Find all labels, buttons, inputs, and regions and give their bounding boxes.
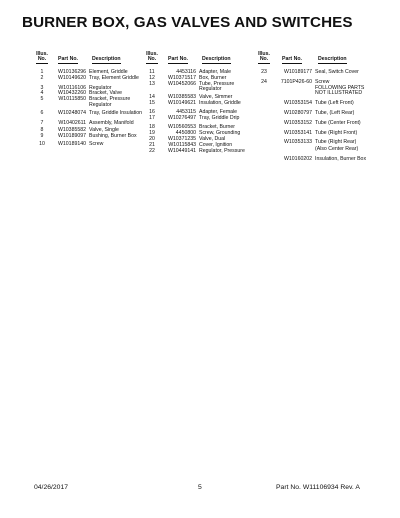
part-description: Cover, Ignition <box>199 141 233 148</box>
part-description: Insulation, Griddle <box>199 99 241 106</box>
part-row <box>256 131 376 137</box>
part-row <box>144 101 254 107</box>
footer-part-number: Part No. W11106934 Rev. A <box>276 484 360 491</box>
part-number: W10402611 <box>58 119 86 126</box>
header-illus-label: Illus. <box>36 50 48 57</box>
part-row <box>256 147 376 153</box>
part-number: W10353141 <box>284 129 312 136</box>
part-number: W10371235 <box>168 135 196 142</box>
part-number: W10136296 <box>58 69 86 75</box>
part-number: W10371517 <box>168 74 196 81</box>
part-number: W10385582 <box>58 127 86 134</box>
footer-page-number: 5 <box>198 484 202 491</box>
parts-list <box>256 70 376 163</box>
part-illus-no: 20 <box>149 135 155 142</box>
header-description: Description <box>92 56 121 63</box>
part-row <box>256 86 376 98</box>
parts-column-2 <box>144 50 254 154</box>
part-description: Tube, (Left Rear) <box>315 109 355 116</box>
page-title: BURNER BOX, GAS VALVES AND SWITCHES <box>22 14 353 31</box>
column-header <box>144 50 254 64</box>
part-description: Screw <box>89 140 104 147</box>
part-number: W10280797 <box>284 109 312 116</box>
part-illus-no: 5 <box>40 96 44 103</box>
header-description: Description <box>202 56 231 63</box>
part-illus-no: 16 <box>149 108 155 115</box>
part-number: W10248074 <box>58 109 86 116</box>
part-number: W10353133 <box>284 139 312 146</box>
part-row <box>34 76 146 82</box>
part-row <box>34 121 146 127</box>
header-illus-no <box>256 52 272 64</box>
part-row <box>34 97 146 109</box>
header-illus-no <box>34 52 50 64</box>
part-description: Tray, Element Griddle <box>89 74 139 81</box>
part-description: Screw, Grounding <box>199 130 241 137</box>
part-description: Screw <box>315 78 330 85</box>
parts-list <box>34 70 146 148</box>
part-description: Bushing, Burner Box <box>89 133 137 140</box>
part-description: Tube (Right Front) <box>315 129 358 136</box>
part-illus-no: 4 <box>40 90 44 97</box>
part-row <box>34 111 146 117</box>
part-row <box>256 157 376 163</box>
header-part-no: Part No. <box>282 56 302 63</box>
header-no-label: No. <box>259 56 269 63</box>
part-number: W10452066 <box>168 80 196 87</box>
part-illus-no: 7 <box>40 119 44 126</box>
part-description: Adapter, Male <box>199 69 232 75</box>
part-row <box>144 116 254 122</box>
part-illus-no: 6 <box>40 109 44 116</box>
part-description: Valve, Simmer <box>199 94 233 101</box>
part-illus-no: 24 <box>261 78 267 85</box>
part-description: Tube (Center Front) <box>315 119 361 126</box>
part-number: W10353154 <box>284 100 312 107</box>
part-illus-no: 15 <box>149 99 155 106</box>
part-number: 4453116 <box>176 69 196 75</box>
part-number: W10432260 <box>58 90 86 97</box>
part-illus-no: 18 <box>149 124 155 131</box>
header-illus-no <box>144 52 160 64</box>
part-number: W10276497 <box>168 114 196 121</box>
part-illus-no: 12 <box>149 74 155 81</box>
part-description: Bracket, Pressure Regulator <box>89 96 131 108</box>
part-description: Tube (Right Rear) <box>315 139 357 146</box>
part-row <box>256 101 376 107</box>
part-description: Tray, Griddle Insulation <box>89 109 143 116</box>
part-illus-no: 11 <box>149 69 155 75</box>
part-illus-no: 21 <box>149 141 155 148</box>
part-illus-no: 10 <box>39 140 45 147</box>
part-illus-no: 23 <box>261 69 267 75</box>
part-row <box>256 111 376 117</box>
part-illus-no: 14 <box>149 94 155 101</box>
part-description: FOLLOWING PARTS NOT ILLUSTRATED <box>315 84 365 97</box>
part-illus-no: 3 <box>40 84 44 91</box>
part-description: Tray, Griddle Drip <box>199 114 240 121</box>
part-description: Seal, Switch Cover <box>315 69 359 75</box>
part-number: W10149621 <box>168 99 196 106</box>
column-header <box>256 50 376 64</box>
part-number: 4453115 <box>176 108 196 115</box>
part-row <box>144 82 254 94</box>
header-no-label: No. <box>37 56 47 63</box>
part-number: W10149620 <box>58 74 86 81</box>
part-description: Assembly, Manifold <box>89 119 134 126</box>
part-number: W10189140 <box>58 140 86 147</box>
parts-column-3 <box>256 50 376 163</box>
part-row <box>34 134 146 140</box>
part-description: (Also Center Rear) <box>315 146 359 153</box>
part-row <box>34 142 146 148</box>
header-illus-label: Illus. <box>146 50 158 57</box>
part-description: Regulator, Pressure <box>199 147 245 154</box>
part-number: W10449141 <box>168 147 196 154</box>
part-illus-no: 9 <box>40 133 44 140</box>
part-illus-no: 22 <box>149 147 155 154</box>
part-description: Tube, Pressure Regulator <box>199 80 235 93</box>
part-number: W10385583 <box>168 94 196 101</box>
part-illus-no: 2 <box>40 74 44 81</box>
part-number: 4450800 <box>175 130 196 137</box>
part-illus-no: 13 <box>149 80 155 87</box>
part-number: 7101P426-60 <box>280 78 312 85</box>
part-description: Regulator <box>89 84 112 91</box>
column-header <box>34 50 146 64</box>
parts-list <box>144 70 254 154</box>
footer-date: 04/26/2017 <box>34 484 69 491</box>
part-number: W10116106 <box>58 84 86 91</box>
part-number: W10160202 <box>284 155 312 162</box>
part-illus-no: 1 <box>40 69 44 75</box>
part-number: W10189177 <box>284 69 312 75</box>
part-description: Valve, Single <box>89 127 119 134</box>
part-number: W10115843 <box>168 141 196 148</box>
part-description: Element, Griddle <box>89 69 128 75</box>
part-number: W10560553 <box>168 124 196 131</box>
parts-column-1 <box>34 50 146 148</box>
header-illus-label: Illus. <box>258 50 270 57</box>
part-row <box>256 70 376 76</box>
part-description: Adapter, Female <box>199 108 238 115</box>
part-number: W10189097 <box>58 133 86 140</box>
part-illus-no: 19 <box>149 130 155 137</box>
part-illus-no: 17 <box>149 114 155 121</box>
part-description: Valve, Dual <box>199 135 226 142</box>
header-part-no: Part No. <box>58 56 78 63</box>
part-number: W10353152 <box>284 119 312 126</box>
part-description: Tube (Left Front) <box>315 100 354 107</box>
part-number: W10115850 <box>58 96 86 103</box>
part-description: Bracket, Valve <box>89 90 123 97</box>
part-description: Box, Burner <box>199 74 227 81</box>
header-part-no: Part No. <box>168 56 188 63</box>
part-illus-no: 8 <box>40 127 44 134</box>
part-row <box>256 121 376 127</box>
header-description: Description <box>318 56 347 63</box>
header-no-label: No. <box>147 56 157 63</box>
part-description: Bracket, Burner <box>199 124 236 131</box>
part-row <box>144 149 254 155</box>
part-description: Insulation, Burner Box <box>315 155 367 162</box>
